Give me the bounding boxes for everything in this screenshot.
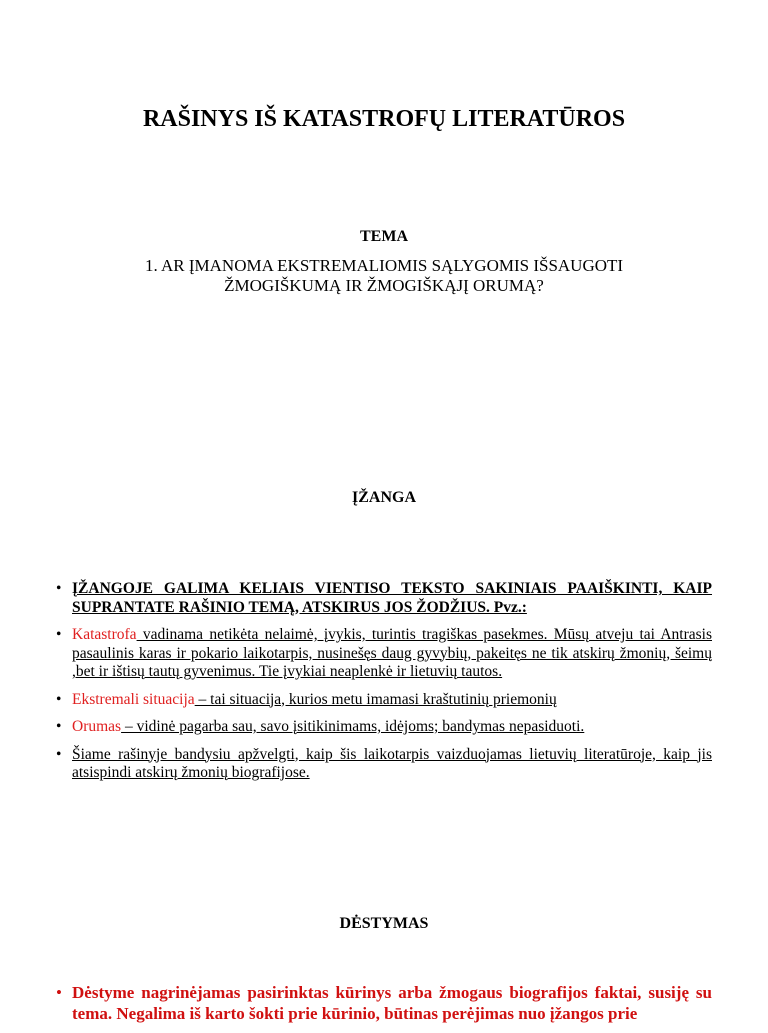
katastrofa-term: Katastrofa [72, 626, 137, 643]
orumas-definition: – vidinė pagarba sau, savo įsitikinimams, idėjoms; bandymas nepasiduoti. [121, 718, 585, 735]
list-item-katastrofa [56, 626, 712, 682]
list-item-ekstremali [56, 691, 712, 710]
list-item-orumas [56, 718, 712, 737]
destymas-heading: DĖSTYMAS [339, 915, 429, 932]
list-item-destymas [56, 982, 712, 1024]
topic-question-line-2: ŽMOGIŠKUMĄ IR ŽMOGIŠKĄJĮ ORUMĄ? [224, 276, 544, 295]
tema-heading: TEMA [360, 228, 408, 245]
destymas-text: Dėstyme nagrinėjamas pasirinktas kūrinys arba žmogaus biografijos faktai, susiję su tema. Negalima iš karto šokti prie kūrinio, būtinas perėjimas nuo įžangos prie [72, 983, 712, 1023]
topic-question-line-1: 1. AR ĮMANOMA EKSTREMALIOMIS SĄLYGOMIS IŠSAUGOTI [144, 256, 624, 275]
ekstremali-term: Ekstremali situacija [72, 690, 195, 708]
list-item-siame [56, 746, 712, 783]
izanga-heading: ĮŽANGA [351, 489, 416, 506]
izanga-list [56, 580, 712, 792]
intro-text: ĮŽANGOJE GALIMA KELIAIS VIENTISO TEKSTO SAKINIAIS PAAIŠKINTI, KAIP SUPRANTATE RAŠINIO TEMĄ, ATSKIRUS JOS ŽODŽIUS. Pvz.: [72, 580, 712, 616]
katastrofa-definition: vadinama netikėta nelaimė, įvykis, turintis tragiškas pasekmes. Mūsų atveju tai Antrasis pasaulinis karas ir pokario laikotarpis, nusinešęs daug gyvybių, pakeitęs ne tik atskirų žmonių, šeimų ,bet ir ištisų tautų gyvenimus. Tie įvykiai neaplenkė ir lietuvių tautos. [72, 626, 712, 680]
siame-text: Šiame rašinyje bandysiu apžvelgti, kaip šis laikotarpis vaizduojamas lietuvių literatūroje, kaip jis atsispindi atskirų žmonių biografijose. [72, 745, 712, 781]
document-title: RAŠINYS IŠ KATASTROFŲ LITERATŪROS [142, 106, 626, 132]
orumas-term: Orumas [72, 718, 122, 735]
ekstremali-definition: – tai situacija, kurios metu imamasi kraštutinių priemonių [194, 690, 557, 708]
topic-question [0, 256, 768, 296]
list-item-intro [56, 580, 712, 617]
destymas-list [56, 982, 712, 1033]
